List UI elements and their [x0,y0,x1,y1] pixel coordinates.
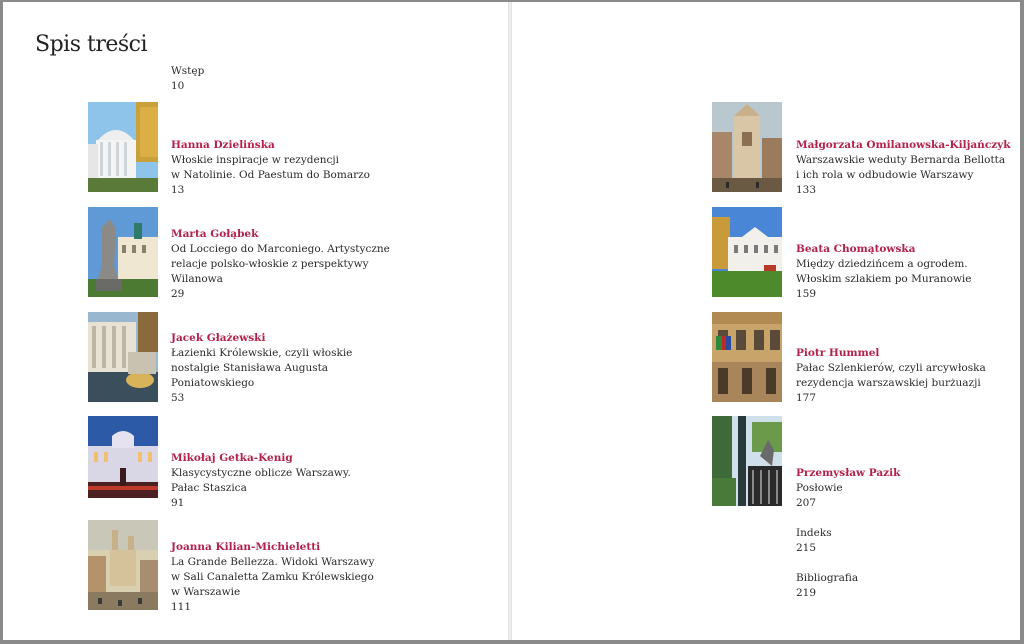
toc-entry[interactable] [171,331,352,406]
index-page: 215 [796,542,817,554]
entry-title-line: i ich rola w odbudowie Warszawy [796,169,974,181]
entry-title-line: Między dziedzińcem a ogrodem. [796,258,968,270]
toc-entry[interactable] [171,227,390,302]
toc-entry[interactable] [171,540,374,615]
toc-bibliography[interactable] [796,571,858,601]
entry-title-line: Włoskim szlakiem po Muranowie [796,273,972,285]
church-painting-icon [712,102,782,192]
entry-page: 29 [171,288,185,300]
entry-title-line: w Natolinie. Od Paestum do Bomarzo [171,169,370,181]
entry-author: Beata Chomątowska [796,243,916,255]
entry-title-line: Posłowie [796,482,843,494]
bibliography-page: 219 [796,587,817,599]
toc-entry[interactable] [796,138,1011,198]
entry-title-line: Od Locciego do Marconiego. Artystyczne [171,243,390,255]
toc-index[interactable] [796,526,832,556]
entry-title-line: relacje polsko-włoskie z perspektywy [171,258,369,270]
bibliography-title: Bibliografia [796,572,859,584]
entry-page: 177 [796,392,817,404]
index-title: Indeks [796,527,832,539]
entry-title-line: w Warszawie [171,586,241,598]
toc-entry[interactable] [171,451,351,511]
entry-title-line: Klasycystyczne oblicze Warszawy. [171,467,351,479]
entry-page: 91 [171,497,185,509]
entry-title-line: Poniatowskiego [171,377,255,389]
entry-author: Mikołaj Getka-Kenig [171,452,293,464]
toc-entry[interactable] [796,466,900,511]
entry-title-line: Pałac Staszica [171,482,247,494]
entry-title-line: nostalgie Stanisława Augusta [171,362,329,374]
canaletto-painting-icon [88,520,158,610]
palace-water-icon [88,312,158,402]
night-palace-icon [88,416,158,498]
entry-title-line: rezydencja warszawskiej burżuazji [796,377,981,389]
white-temple-icon [88,102,158,192]
entry-author: Małgorzata Omilanowska-Kiljańczyk [796,139,1011,151]
entry-page: 159 [796,288,817,300]
entry-title-line: Łazienki Królewskie, czyli włoskie [171,347,353,359]
entry-page: 53 [171,392,185,404]
intro-title: Wstęp [171,65,205,77]
fence-column-icon [712,416,782,506]
garden-palace-icon [712,207,782,297]
entry-title-line: Włoskie inspiracje w rezydencji [171,154,339,166]
entry-page: 13 [171,184,185,196]
right-page [512,2,1020,640]
entry-page: 207 [796,497,817,509]
page-title: Spis treści [35,32,147,57]
intro-page: 10 [171,80,185,92]
toc-entry[interactable] [796,346,986,406]
entry-author: Joanna Kilian-Michieletti [171,541,321,553]
left-page [3,2,508,640]
toc-intro[interactable] [171,64,204,94]
entry-author: Marta Gołąbek [171,228,259,240]
entry-author: Hanna Dzielińska [171,139,275,151]
entry-author: Przemysław Pazik [796,467,901,479]
entry-page: 111 [171,601,192,613]
entry-author: Piotr Hummel [796,347,880,359]
toc-entry[interactable] [796,242,972,302]
entry-title-line: Pałac Szlenkierów, czyli arcywłoska [796,362,986,374]
toc-entry[interactable] [171,138,370,198]
statue-palace-icon [88,207,158,297]
flags-building-icon [712,312,782,402]
entry-author: Jacek Głażewski [171,332,266,344]
entry-title-line: Warszawskie weduty Bernarda Bellotta [796,154,1006,166]
entry-title-line: La Grande Bellezza. Widoki Warszawy [171,556,375,568]
entry-title-line: w Sali Canaletta Zamku Królewskiego [171,571,374,583]
entry-title-line: Wilanowa [171,273,223,285]
entry-page: 133 [796,184,817,196]
